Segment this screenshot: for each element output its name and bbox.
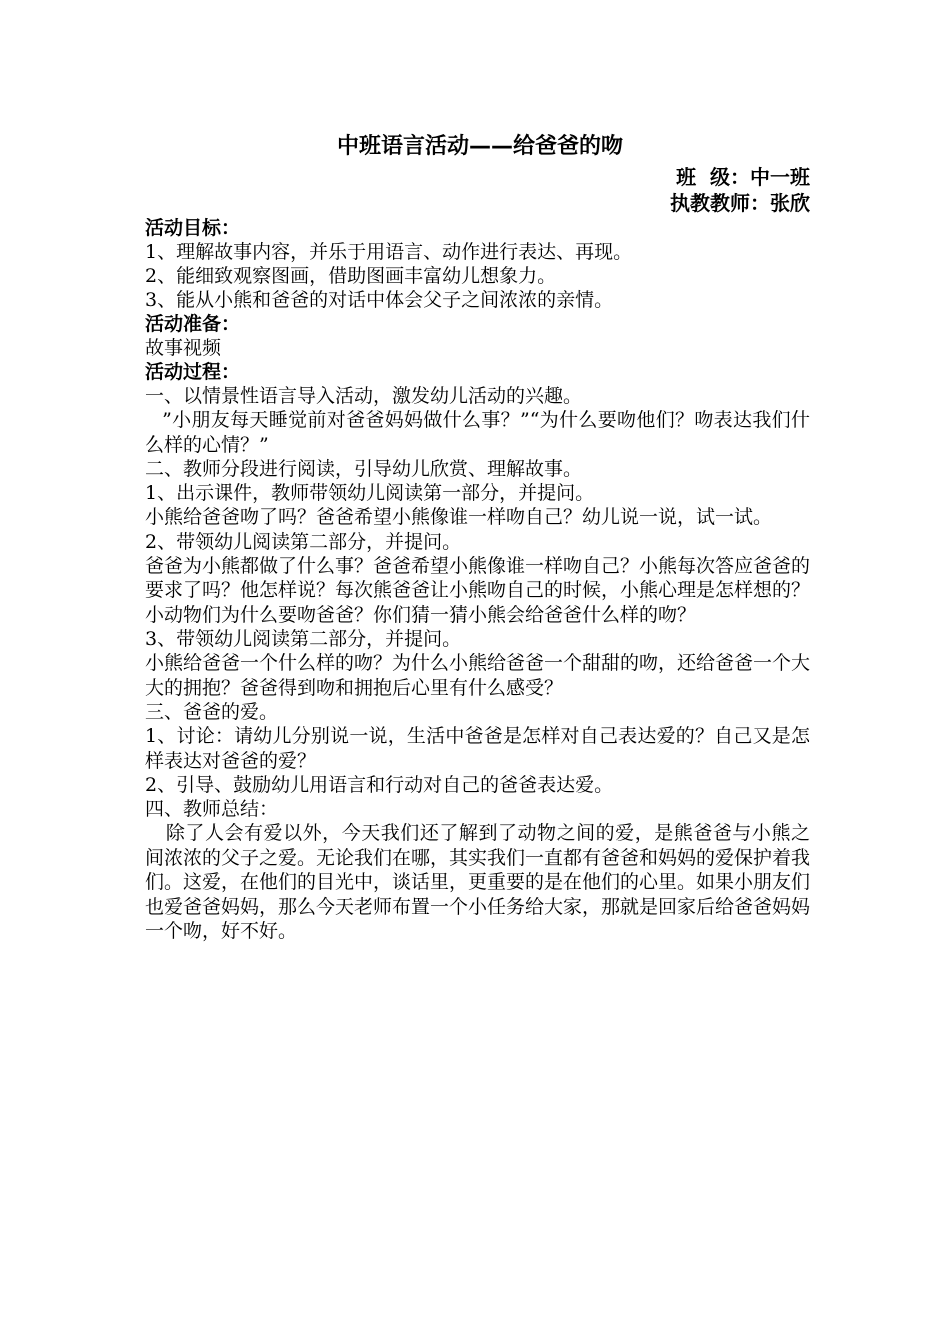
prep-heading: 活动准备：	[145, 313, 241, 335]
part1-text: ”小朋友每天睡觉前对爸爸妈妈做什么事？”“为什么要吻他们？吻表达我们什么样的心情？”	[145, 409, 810, 456]
document-title: 中班语言活动——给爸爸的吻	[336, 134, 623, 159]
goal-item: 1、理解故事内容，并乐于用语言、动作进行表达、再现。	[145, 241, 633, 263]
class-line: 班 级：中一班	[676, 165, 810, 189]
part3-item-1: 1、讨论：请幼儿分别说一说，生活中爸爸是怎样对自己表达爱的？自己又是怎样表达对爸爸的爱？	[145, 725, 810, 772]
prep-text: 故事视频	[145, 337, 222, 359]
part1-title: 一、以情景性语言导入活动，激发幼儿活动的兴趣。	[145, 385, 583, 407]
part2-title: 二、教师分段进行阅读，引导幼儿欣赏、理解故事。	[145, 458, 583, 480]
part3-item-2: 2、引导、鼓励幼儿用语言和行动对自己的爸爸表达爱。	[145, 774, 614, 796]
step2-title: 2、带领幼儿阅读第二部分，并提问。	[145, 530, 462, 553]
part3-title: 三、爸爸的爱。	[145, 701, 279, 723]
goals-heading: 活动目标：	[145, 217, 241, 239]
teacher-line: 执教教师：张欣	[670, 191, 810, 215]
part4-title: 四、教师总结：	[145, 798, 279, 820]
process-heading: 活动过程：	[145, 361, 241, 383]
step3-title: 3、带领幼儿阅读第二部分，并提问。	[145, 628, 462, 650]
goal-item: 3、能从小熊和爸爸的对话中体会父子之间浓浓的亲情。	[145, 289, 614, 311]
step1-title: 1、出示课件，教师带领幼儿阅读第一部分，并提问。	[145, 482, 595, 504]
part4-text: 除了人会有爱以外，今天我们还了解到了动物之间的爱，是熊爸爸与小熊之间浓浓的父子之爱。无论我们在哪，其实我们一直都有爸爸和妈妈的爱保护着我们。这爱，在他们的目光中，谈话里，更重要的是在他们的心里。如果小朋友们也爱爸爸妈妈，那么今天老师布置一个小任务给大家，那就是回家后给爸爸妈妈一个吻，好不好。	[145, 822, 811, 942]
step1-text: 小熊给爸爸吻了吗？爸爸希望小熊像谁一样吻自己？幼儿说一说，试一试。	[145, 506, 773, 528]
document-page	[145, 130, 810, 944]
goal-item: 2、能细致观察图画，借助图画丰富幼儿想象力。	[145, 265, 557, 287]
step2-text: 爸爸为小熊都做了什么事？爸爸希望小熊像谁一样吻自己？小熊每次答应爸爸的要求了吗？他怎样说？每次熊爸爸让小熊吻自己的时候，小熊心理是怎样想的？小动物们为什么要吻爸爸？你们猜一猜小熊会给爸爸什么样的吻？	[145, 554, 811, 626]
step3-text: 小熊给爸爸一个什么样的吻？为什么小熊给爸爸一个甜甜的吻，还给爸爸一个大大的拥抱？爸爸得到吻和拥抱后心里有什么感受？	[145, 652, 811, 699]
